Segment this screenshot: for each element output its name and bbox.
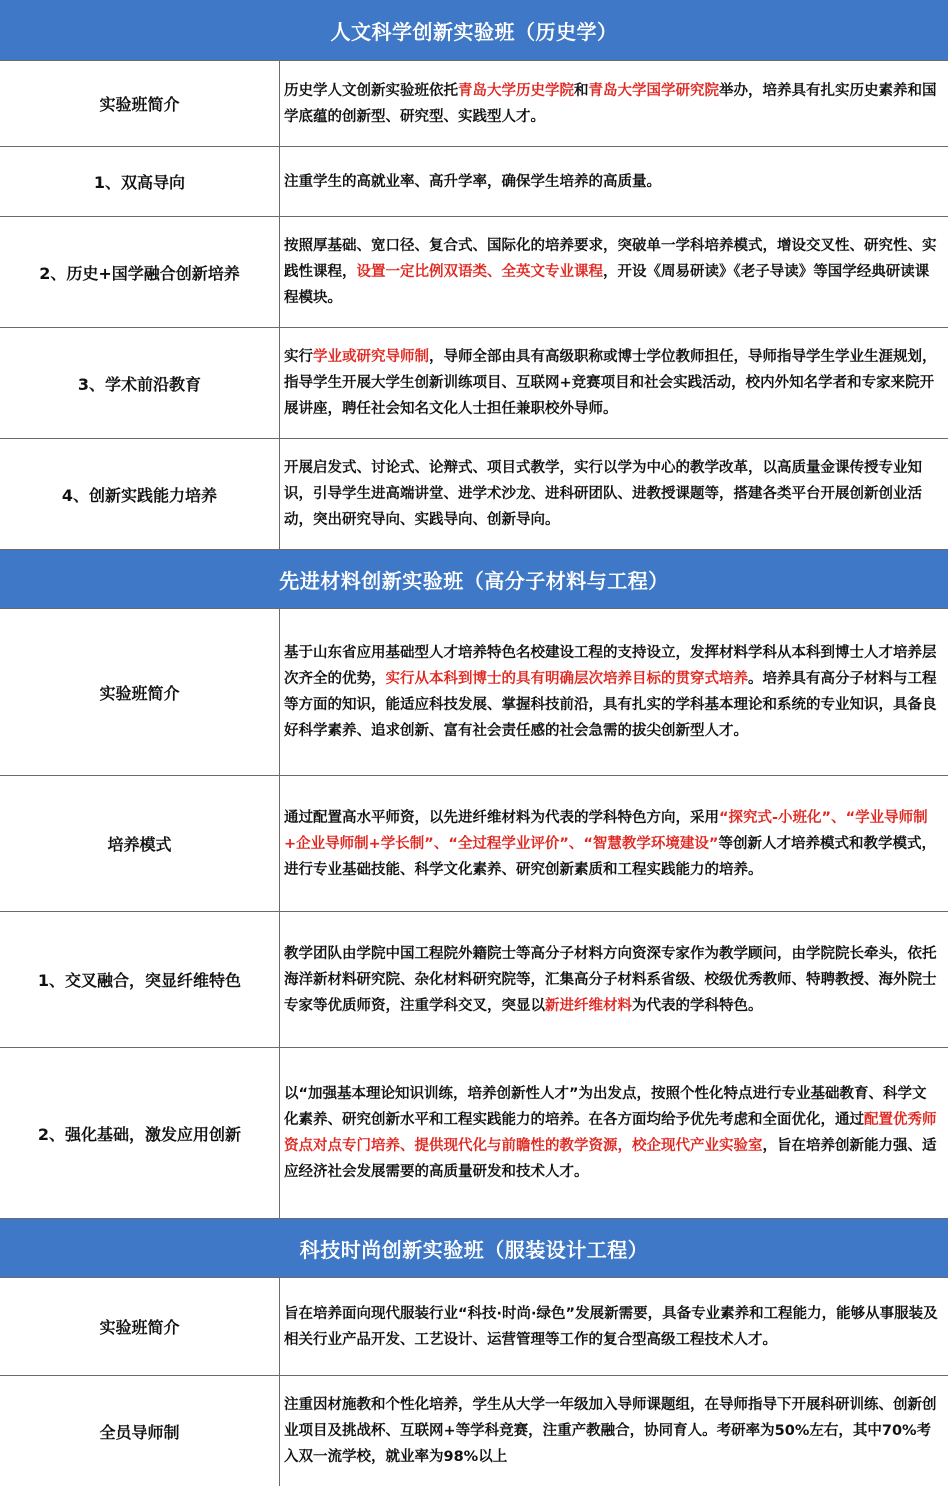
row-text — [284, 805, 938, 883]
highlight-text: 配置优秀师资点对点专门培养、提供现代化与前瞻性的教学资源，校企现代产业实验室 — [284, 1112, 937, 1154]
highlight-text: “探究式-小班化”、“学业导师制+企业导师制+学长制”、“全过程学业评价”、“智慧教学环境建设” — [284, 809, 928, 852]
row-text — [284, 1301, 938, 1353]
table-row — [0, 1376, 948, 1486]
row-content — [280, 61, 948, 146]
table-row — [0, 217, 948, 328]
highlight-text: 实行从本科到博士的具有明确层次培养目标的贯穿式培养 — [385, 671, 748, 687]
row-text — [284, 169, 661, 195]
row-label: 全员导师制 — [0, 1376, 280, 1486]
body-text: 和 — [574, 82, 589, 99]
highlight-text: 学业或研究导师制 — [313, 349, 429, 365]
body-text: 开展启发式、讨论式、论辩式、项目式教学，实行以学为中心的教学改革，以高质量金课传授专业知识，引导学生进高端讲堂、进学术沙龙、进科研团队、进教授课题等，搭建各类平台开展创新创业活动，突出研究导向、实践导向、创新导向。 — [284, 460, 922, 528]
row-content — [280, 217, 948, 327]
body-text: 教学团队由学院中国工程院外籍院士等高分子材料方向资深专家作为教学顾问，由学院院长牵头，依托海洋新材料研究院、杂化材料研究院等，汇集高分子材料系省级、校级优秀教师、特聘教授、海外院士专家等优质师资，注重学科交叉，突显以 — [284, 945, 937, 1014]
table-row — [0, 328, 948, 439]
table-row — [0, 776, 948, 912]
row-label: 培养模式 — [0, 776, 280, 911]
table-row — [0, 912, 948, 1048]
body-text: 基于山东省应用基础型人才培养特色名校建设工程的支持设立，发挥材料学科从本科到博士人才培养层次齐全的优势， — [284, 645, 937, 687]
body-text: 按照厚基础、宽口径、复合式、国际化的培养要求，突破单一学科培养模式，增设交叉性、研究性、实践性课程， — [284, 238, 937, 280]
highlight-text: 设置一定比例双语类、全英文专业课程 — [356, 264, 603, 280]
table-row — [0, 1278, 948, 1376]
row-content — [280, 776, 948, 911]
body-text: 。培养具有高分子材料与工程等方面的知识，能适应科技发展、掌握科技前沿，具有扎实的学科基本理论和系统的专业知识，具备良好科学素养、追求创新、富有社会责任感的社会急需的拔尖创新型人才。 — [284, 671, 937, 739]
row-label: 1、交叉融合，突显纤维特色 — [0, 912, 280, 1047]
section-materials — [0, 550, 948, 1219]
table-row — [0, 61, 948, 147]
row-label: 1、双高导向 — [0, 147, 280, 216]
row-text — [284, 941, 938, 1019]
row-content — [280, 147, 948, 216]
row-text — [284, 78, 938, 130]
highlight-text: 青岛大学历史学院 — [458, 82, 574, 99]
row-label: 实验班简介 — [0, 609, 280, 775]
row-text — [284, 1081, 938, 1185]
row-label: 实验班简介 — [0, 1278, 280, 1375]
table-row — [0, 1048, 948, 1219]
body-text: 实行 — [284, 349, 313, 365]
highlight-text: 新进纤维材料 — [545, 997, 632, 1014]
body-text: ，旨在培养创新能力强、适应经济社会发展需要的高质量研发和技术人才。 — [284, 1138, 937, 1180]
section-title: 人文科学创新实验班（历史学） — [0, 0, 948, 61]
row-content — [280, 439, 948, 549]
row-text — [284, 640, 938, 744]
body-text: ，开设《周易研读》《老子导读》等国学经典研读课程模块。 — [284, 264, 930, 306]
body-text: 以“加强基本理论知识训练，培养创新性人才”为出发点，按照个性化特点进行专业基础教育、科学文化素养、研究创新水平和工程实践能力的培养。在各方面均给予优先考虑和全面优化，通过 — [284, 1086, 927, 1128]
body-text: 旨在培养面向现代服装行业“科技·时尚·绿色”发展新需要，具备专业素养和工程能力，能够从事服装及相关行业产品开发、工艺设计、运营管理等工作的复合型高级工程技术人才。 — [284, 1305, 938, 1348]
row-label: 2、历史+国学融合创新培养 — [0, 217, 280, 327]
row-content — [280, 328, 948, 438]
row-label: 实验班简介 — [0, 61, 280, 146]
row-text — [284, 344, 938, 422]
row-content — [280, 1376, 948, 1486]
body-text: 为代表的学科特色。 — [632, 997, 763, 1014]
body-text: 通过配置高水平师资，以先进纤维材料为代表的学科特色方向，采用 — [284, 809, 719, 826]
section-fashion — [0, 1219, 948, 1486]
section-title: 先进材料创新实验班（高分子材料与工程） — [0, 550, 948, 609]
table-row — [0, 147, 948, 217]
body-text: 等创新人才培养模式和教学模式，进行专业基础技能、科学文化素养、研究创新素质和工程实践能力的培养。 — [284, 835, 936, 878]
section-title: 科技时尚创新实验班（服装设计工程） — [0, 1219, 948, 1278]
row-content — [280, 1048, 948, 1218]
row-text — [284, 455, 938, 533]
row-label: 3、学术前沿教育 — [0, 328, 280, 438]
body-text: 举办，培养具有扎实历史素养和国学底蕴的创新型、研究型、实践型人才。 — [284, 82, 937, 125]
row-content — [280, 1278, 948, 1375]
body-text: 注重因材施教和个性化培养，学生从大学一年级加入导师课题组，在导师指导下开展科研训练、创新创业项目及挑战杯、互联网+等学科竞赛，注重产教融合，协同育人。考研率为50%左右，其中70%考入双一流学校，就业率为98%以上 — [284, 1397, 937, 1465]
row-label: 2、强化基础，激发应用创新 — [0, 1048, 280, 1218]
highlight-text: 青岛大学国学研究院 — [588, 82, 719, 99]
row-text — [284, 1392, 938, 1470]
body-text: 历史学人文创新实验班依托 — [284, 82, 458, 99]
row-content — [280, 609, 948, 775]
row-content — [280, 912, 948, 1047]
section-humanities — [0, 0, 948, 550]
body-text: ，导师全部由具有高级职称或博士学位教师担任，导师指导学生学业生涯规划，指导学生开展大学生创新训练项目、互联网+竞赛项目和社会实践活动，校内外知名学者和专家来院开展讲座，聘任社会知名文化人士担任兼职校外导师。 — [284, 349, 937, 417]
table-row — [0, 439, 948, 550]
row-label: 4、创新实践能力培养 — [0, 439, 280, 549]
body-text: 注重学生的高就业率、高升学率，确保学生培养的高质量。 — [284, 173, 661, 190]
table-row — [0, 609, 948, 776]
row-text — [284, 233, 938, 311]
